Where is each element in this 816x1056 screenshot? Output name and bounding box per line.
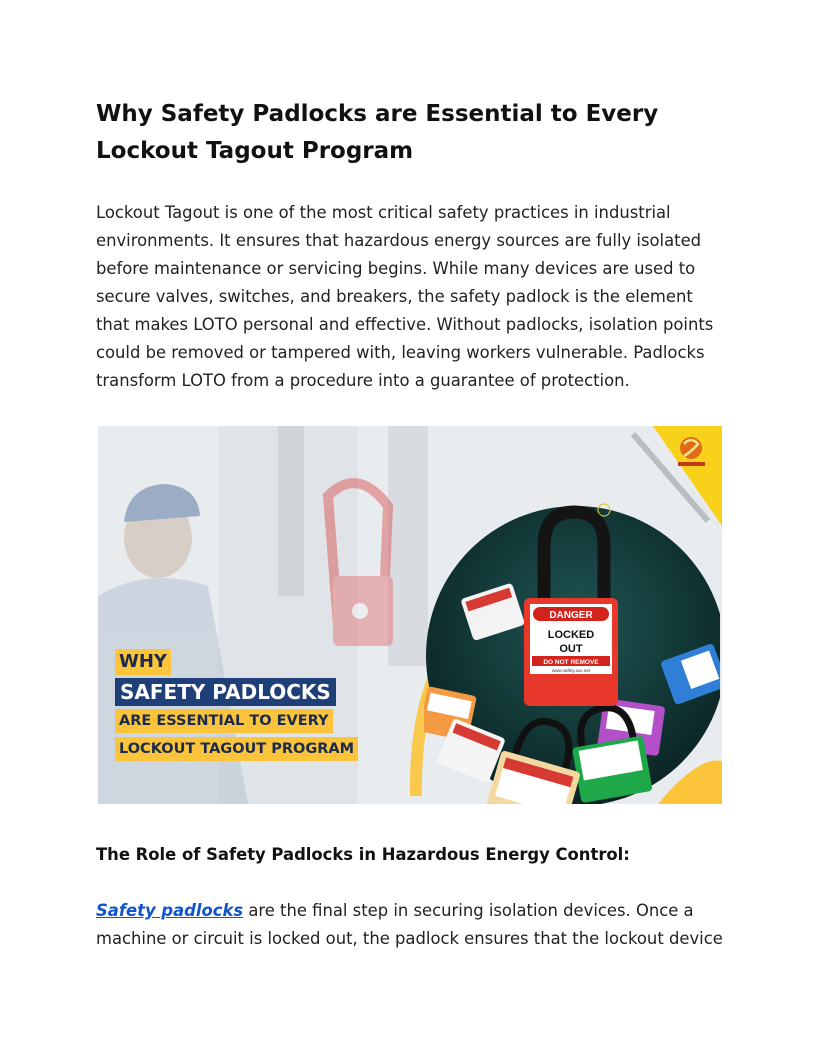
lock-dnr-label: DO NOT REMOVE <box>543 659 599 666</box>
section-heading: The Role of Safety Padlocks in Hazardous Energy Control: <box>96 845 630 864</box>
intro-paragraph: Lockout Tagout is one of the most critical safety practices in industrial environments. It ensures that hazardous energy sources are fully isolated before maintenance or servicing begins. While many devices are used to secure valves, switches, and breakers, the safety padlock is the element that makes LOTO personal and effective. Without padlocks, isolation points could be removed or tampered with, leaving workers vulnerable. Padlocks transform LOTO from a procedure into a guarantee of protection. <box>96 203 714 390</box>
section-paragraph-text: are the final step in securing isolation devices. Once a machine or circuit is locked out, the padlock ensures that the lockout device <box>96 901 723 948</box>
lock-danger-label: DANGER <box>549 610 593 621</box>
lock-locked-label: LOCKED <box>547 629 595 641</box>
page-title: Why Safety Padlocks are Essential to Every Lockout Tagout Program <box>96 101 659 164</box>
padlocks-circle <box>424 486 720 804</box>
banner-line-3: ARE ESSENTIAL TO EVERY <box>115 709 333 733</box>
banner-safety-padlocks: SAFETY PADLOCKS <box>115 678 336 706</box>
section-paragraph <box>96 897 726 953</box>
banner-why: WHY <box>115 649 171 675</box>
banner-image <box>98 426 722 804</box>
lock-site-label: www.safety.xxx.net <box>552 668 590 673</box>
lock-out-label: OUT <box>559 643 583 655</box>
banner-line-4: LOCKOUT TAGOUT PROGRAM <box>115 737 358 761</box>
safety-padlocks-link[interactable]: Safety padlocks <box>96 901 244 920</box>
